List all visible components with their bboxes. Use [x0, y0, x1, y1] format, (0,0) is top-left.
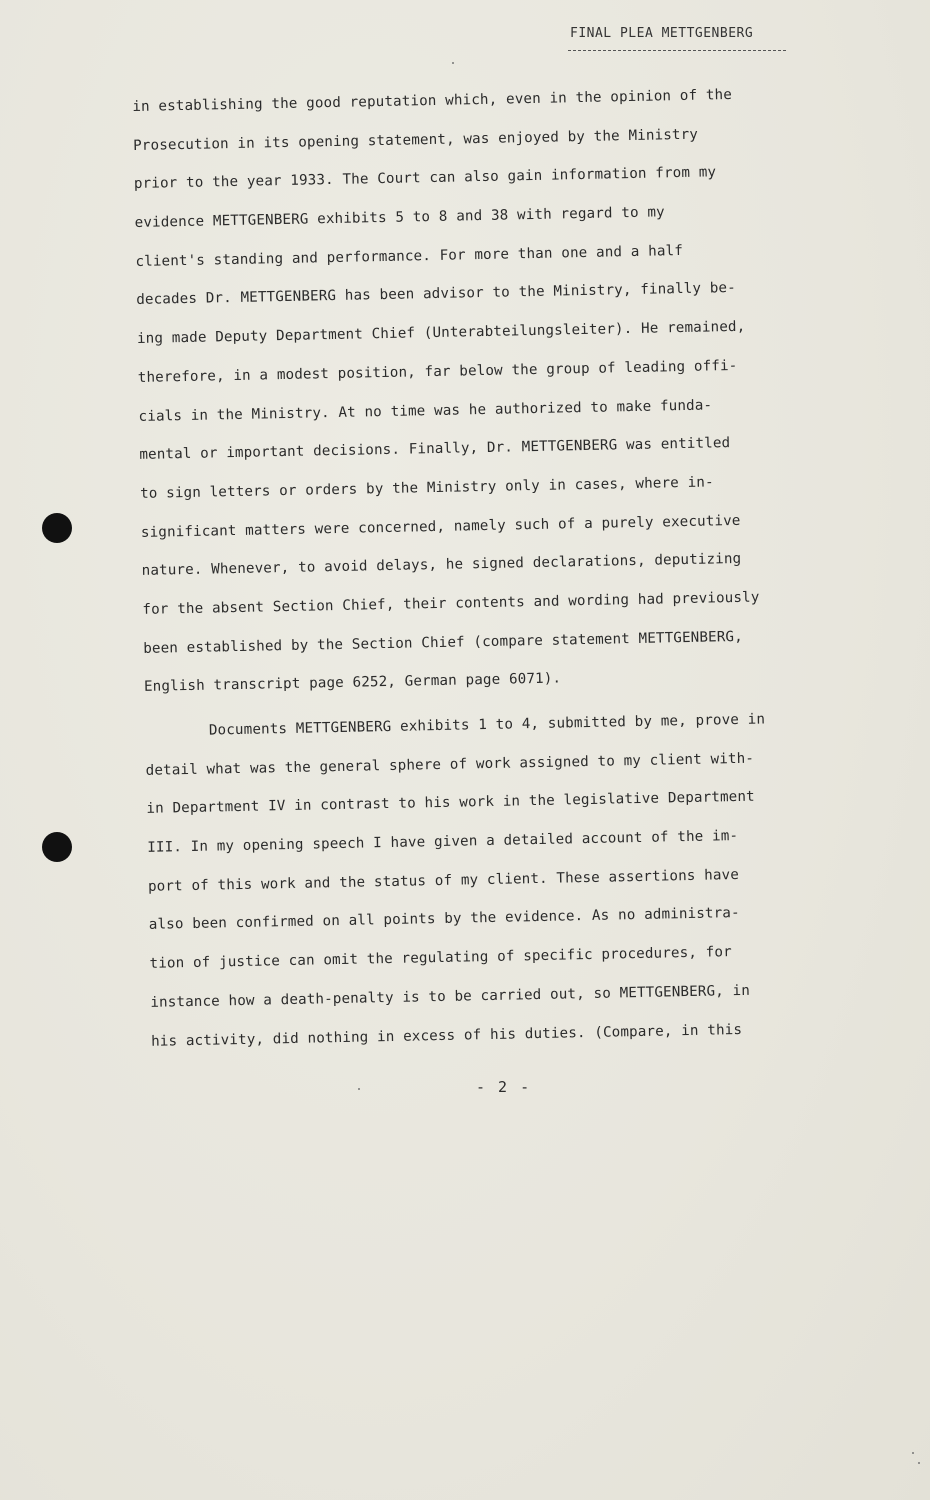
punch-hole	[42, 513, 72, 543]
text-line: decades Dr. METTGENBERG has been advisor to the Ministry, finally be-	[136, 280, 737, 309]
text-line: for the absent Section Chief, their contents and wording had previously	[142, 589, 760, 618]
text-line: been established by the Section Chief (compare statement METTGENBERG,	[143, 628, 744, 657]
text-line: detail what was the general sphere of work assigned to my client with-	[145, 750, 755, 779]
page-number: - 2 -	[476, 1078, 532, 1096]
text-line: also been confirmed on all points by the evidence. As no administra-	[148, 905, 740, 934]
text-line: nature. Whenever, to avoid delays, he signed declarations, deputizing	[141, 551, 742, 580]
text-line: III. In my opening speech I have given a detailed account of the im-	[147, 828, 739, 856]
text-line: port of this work and the status of my client. These assertions have	[147, 866, 740, 895]
text-line: in Department IV in contrast to his work in the legislative Department	[146, 789, 755, 818]
text-line: tion of justice can omit the regulating of specific procedures, for	[149, 944, 732, 972]
text-line: instance how a death-penalty is to be carried out, so METTGENBERG, in	[150, 982, 751, 1011]
paper-speck	[358, 1088, 360, 1090]
paragraph-first-line: Documents METTGENBERG exhibits 1 to 4, submitted by me, prove in	[208, 711, 766, 739]
document-body	[132, 74, 851, 1061]
text-line: cials in the Ministry. At no time was he authorized to make funda-	[138, 396, 713, 425]
text-line: his activity, did nothing in excess of his duties. (Compare, in this	[150, 1021, 743, 1050]
text-line: English transcript page 6252, German page 6071).	[143, 670, 562, 696]
header-underline	[568, 50, 786, 51]
text-line: Prosecution in its opening statement, was enjoyed by the Ministry	[132, 126, 699, 154]
document-header: FINAL PLEA METTGENBERG	[570, 26, 754, 41]
text-line: therefore, in a modest position, far below the group of leading offi-	[137, 357, 738, 386]
paper-speck	[912, 1452, 914, 1454]
text-line: significant matters were concerned, namely such of a purely executive	[140, 512, 741, 541]
paper-speck	[452, 62, 454, 64]
text-line: ing made Deputy Department Chief (Unterabteilungsleiter). He remained,	[136, 318, 746, 348]
text-line: prior to the year 1933. The Court can also gain information from my	[133, 164, 717, 193]
text-line: client's standing and performance. For more than one and a half	[135, 242, 684, 270]
text-line: mental or important decisions. Finally, Dr. METTGENBERG was entitled	[139, 435, 731, 464]
punch-hole	[42, 832, 72, 862]
text-line: in establishing the good reputation which, even in the opinion of the	[132, 86, 733, 115]
paper-speck	[918, 1462, 920, 1464]
text-line: to sign letters or orders by the Ministry only in cases, where in-	[139, 474, 714, 502]
text-line: evidence METTGENBERG exhibits 5 to 8 and 38 with regard to my	[134, 204, 665, 232]
